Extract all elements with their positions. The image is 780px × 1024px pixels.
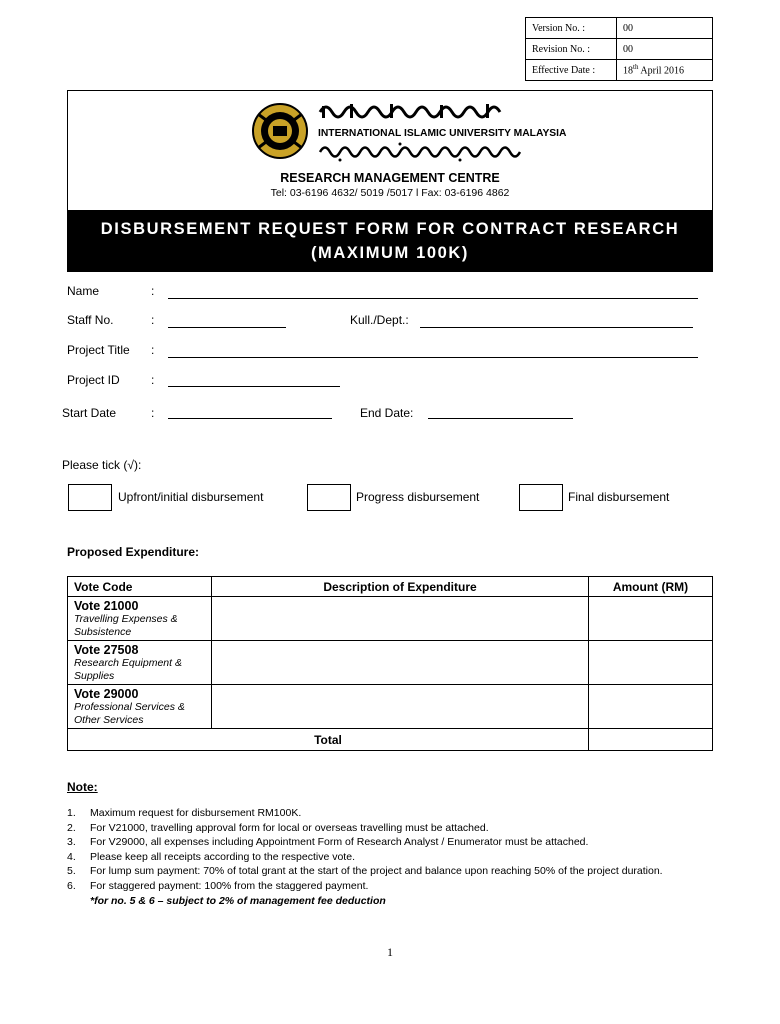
- description-cell[interactable]: [212, 597, 589, 641]
- vote-cell: [68, 597, 212, 641]
- staff-no-colon: :: [151, 313, 155, 327]
- vote-cell: [68, 641, 212, 685]
- name-colon: :: [151, 284, 155, 298]
- table-header-row: [68, 577, 713, 597]
- name-label: Name: [67, 284, 100, 298]
- start-date-label: Start Date: [62, 406, 117, 420]
- page-number: 1: [387, 945, 393, 959]
- project-title-label: Project Title: [67, 343, 130, 357]
- kull-dept-label: Kull./Dept.:: [350, 313, 409, 327]
- version-info-table: [525, 17, 713, 81]
- contact-info: Tel: 03-6196 4632/ 5019 /5017 l Fax: 03-6196 4862: [270, 187, 510, 199]
- expenditure-table: [67, 576, 713, 751]
- effective-date-row: [526, 60, 713, 81]
- vote-cell: [68, 685, 212, 729]
- kull-dept-field[interactable]: [420, 327, 693, 328]
- vote-desc-line: Travelling Expenses &: [74, 613, 178, 625]
- table-row: [68, 597, 713, 641]
- name-field[interactable]: [168, 298, 698, 299]
- vote-code: Vote 21000: [74, 599, 139, 613]
- amount-cell[interactable]: [589, 685, 713, 729]
- list-item: 4. Please keep all receipts according to the respective vote.: [67, 850, 355, 863]
- description-header: Description of Expenditure: [212, 577, 589, 597]
- revision-label: Revision No. :: [526, 39, 617, 60]
- expenditure-heading: Proposed Expenditure:: [67, 545, 200, 559]
- project-title-field[interactable]: [168, 357, 698, 358]
- vote-code: Vote 27508: [74, 643, 139, 657]
- final-checkbox[interactable]: [519, 484, 563, 511]
- staff-no-field[interactable]: [168, 327, 286, 328]
- svg-text:INTERNATIONAL ISLAMIC UNIVERSI: INTERNATIONAL ISLAMIC UNIVERSITY MALAYSIA: [318, 128, 567, 139]
- amount-cell[interactable]: [589, 597, 713, 641]
- vote-code-header: Vote Code: [68, 577, 212, 597]
- vote-code: Vote 29000: [74, 687, 139, 701]
- project-id-label: Project ID: [67, 373, 120, 387]
- staff-no-label: Staff No.: [67, 313, 114, 327]
- total-label: Total: [68, 729, 589, 751]
- vote-desc-line: Other Services: [74, 714, 144, 726]
- notes-list: [67, 806, 727, 908]
- project-id-colon: :: [151, 373, 155, 387]
- form-subtitle: (MAXIMUM 100K): [310, 244, 470, 262]
- description-cell[interactable]: [212, 685, 589, 729]
- vote-desc-line: Research Equipment &: [74, 657, 182, 669]
- vote-desc-line: Subsistence: [74, 626, 132, 638]
- end-date-field[interactable]: [428, 418, 573, 419]
- form-title-banner: [67, 210, 713, 272]
- version-value: 00: [617, 18, 713, 39]
- iium-logo: [250, 100, 567, 166]
- progress-label: Progress disbursement: [356, 490, 480, 504]
- upfront-checkbox[interactable]: [68, 484, 112, 511]
- table-row: [68, 641, 713, 685]
- description-cell[interactable]: [212, 641, 589, 685]
- tick-prompt: Please tick (√):: [62, 458, 142, 472]
- notes-heading: Note:: [67, 780, 98, 794]
- list-item: 3. For V29000, all expenses including Appointment Form of Research Analyst / Enumerator must be attached.: [67, 836, 589, 849]
- progress-checkbox[interactable]: [307, 484, 351, 511]
- notes-footnote: *for no. 5 & 6 – subject to 2% of management fee deduction: [90, 894, 386, 907]
- amount-cell[interactable]: [589, 641, 713, 685]
- start-date-colon: :: [151, 406, 155, 420]
- vote-desc-line: Professional Services &: [74, 701, 185, 713]
- version-row: [526, 18, 713, 39]
- list-item: 1. Maximum request for disbursement RM100K.: [67, 807, 302, 819]
- iium-emblem-icon: [253, 104, 307, 158]
- list-item: 2. For V21000, travelling approval form for local or overseas travelling must be attached.: [67, 821, 489, 834]
- centre-name: RESEARCH MANAGEMENT CENTRE: [280, 171, 500, 185]
- effective-date-value: 18th April 2016: [617, 60, 713, 81]
- upfront-label: Upfront/initial disbursement: [118, 490, 264, 504]
- start-date-field[interactable]: [168, 418, 332, 419]
- total-amount-cell[interactable]: [589, 729, 713, 751]
- vote-desc-line: Supplies: [74, 670, 115, 682]
- list-item: 5. For lump sum payment: 70% of total grant at the start of the project and balance upon reaching 50% of the project duration.: [67, 865, 663, 878]
- revision-value: 00: [617, 39, 713, 60]
- amount-header: Amount (RM): [589, 577, 713, 597]
- effective-date-label: Effective Date :: [526, 60, 617, 81]
- total-row: [68, 729, 713, 751]
- project-title-colon: :: [151, 343, 155, 357]
- list-item: 6. For staggered payment: 100% from the staggered payment.: [67, 879, 369, 892]
- table-row: [68, 685, 713, 729]
- revision-row: [526, 39, 713, 60]
- final-label: Final disbursement: [568, 490, 670, 504]
- form-title: DISBURSEMENT REQUEST FORM FOR CONTRACT RESEARCH: [100, 220, 680, 238]
- project-id-field[interactable]: [168, 386, 340, 387]
- version-label: Version No. :: [526, 18, 617, 39]
- end-date-label: End Date:: [360, 406, 414, 420]
